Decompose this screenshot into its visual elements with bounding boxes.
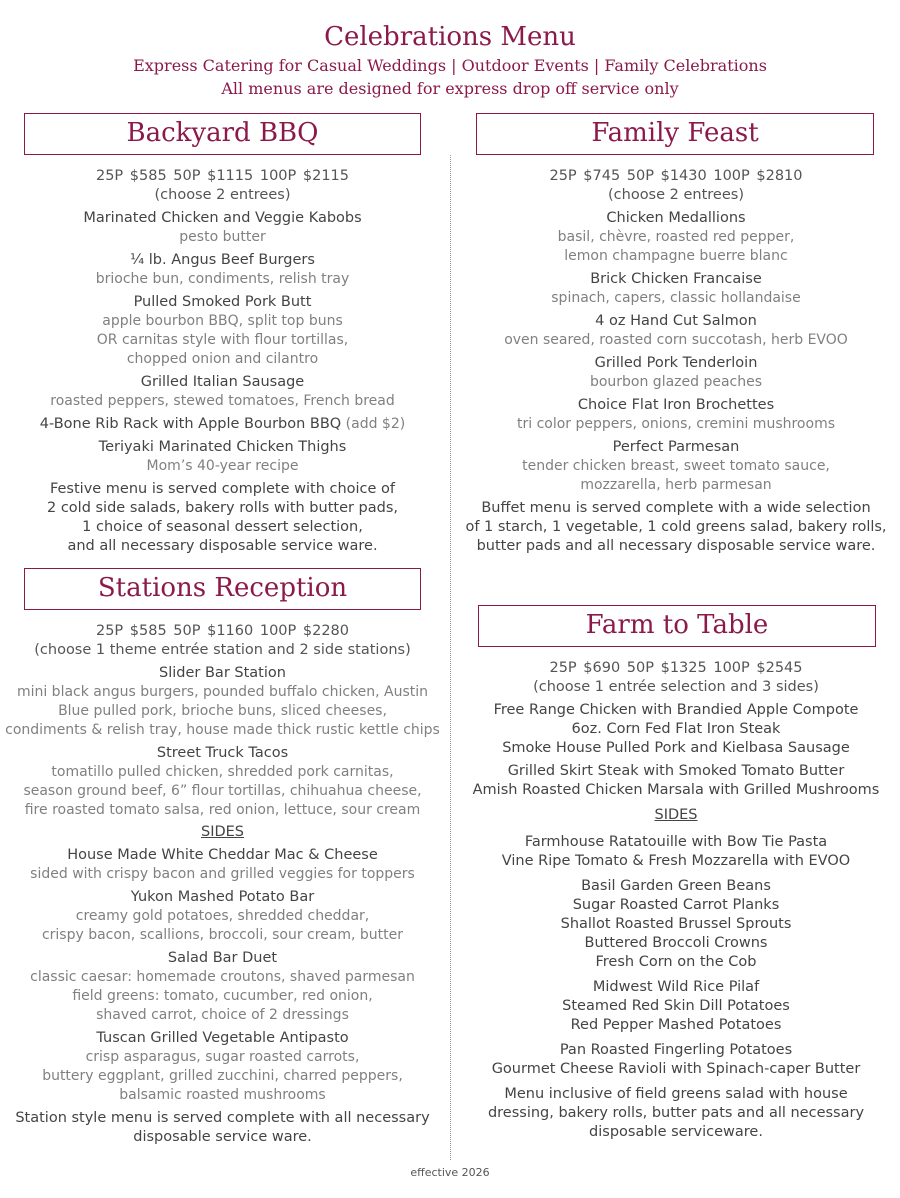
service-note: All menus are designed for express drop off service only (221, 79, 679, 98)
side-item: Fresh Corn on the Cob (595, 954, 757, 970)
item-description: tender chicken breast, sweet tomato sauce, (522, 458, 830, 474)
sides-heading: SIDES (654, 807, 698, 823)
entree-item: Smoke House Pulled Pork and Kielbasa Sausage (502, 740, 850, 756)
section-title-box (478, 605, 876, 647)
menu-item: Grilled Italian Sausage (140, 374, 305, 390)
upcharge-note: (add $2) (341, 416, 406, 432)
section-title-box (476, 113, 874, 155)
item-description: creamy gold potatoes, shredded cheddar, (75, 908, 370, 924)
sides-heading: SIDES (200, 824, 244, 840)
side-item: Salad Bar Duet (167, 950, 278, 966)
menu-item: Chicken Medallions (606, 210, 746, 226)
price-line: 25P $690 50P $1325 100P $2545 (549, 660, 803, 676)
side-item: Vine Ripe Tomato & Fresh Mozzarella with EVOO (501, 853, 851, 869)
side-item: Basil Garden Green Beans (581, 878, 771, 894)
item-description: chopped onion and cilantro (126, 351, 319, 367)
closing-line: 2 cold side salads, bakery rolls with butter pads, (46, 500, 399, 516)
choose-note: (choose 2 entrees) (608, 187, 744, 203)
item-description: OR carnitas style with flour tortillas, (96, 332, 349, 348)
menu-item: Perfect Parmesan (612, 439, 740, 455)
menu-item: Marinated Chicken and Veggie Kabobs (83, 210, 362, 226)
side-item: Sugar Roasted Carrot Planks (572, 897, 780, 913)
side-item: Farmhouse Ratatouille with Bow Tie Pasta (524, 834, 828, 850)
item-description: pesto butter (179, 229, 266, 245)
item-description: oven seared, roasted corn succotash, herb EVOO (504, 332, 848, 348)
side-item: Buttered Broccoli Crowns (584, 935, 768, 951)
closing-line: disposable serviceware. (589, 1124, 763, 1140)
side-item: Shallot Roasted Brussel Sprouts (560, 916, 792, 932)
section-title: Family Feast (591, 118, 759, 148)
entree-item: Grilled Skirt Steak with Smoked Tomato Butter (507, 763, 845, 779)
menu-item: Pulled Smoked Pork Butt (133, 294, 312, 310)
item-description: tomatillo pulled chicken, shredded pork carnitas, (51, 764, 394, 780)
item-description: season ground beef, 6” flour tortillas, chihuahua cheese, (23, 783, 422, 799)
item-description: condiments & relish tray, house made thick rustic kettle chips (5, 722, 440, 738)
price-line: 25P $585 50P $1160 100P $2280 (95, 623, 349, 639)
closing-line: Festive menu is served complete with choice of (49, 481, 396, 497)
section-title: Stations Reception (97, 573, 348, 603)
backyard-bbq-section (10, 113, 435, 556)
closing-line: Menu inclusive of field greens salad with house (504, 1086, 848, 1102)
choose-note: (choose 2 entrees) (154, 187, 291, 203)
item-description: mozzarella, herb parmesan (580, 477, 772, 493)
section-title: Backyard BBQ (126, 118, 319, 148)
item-description: brioche bun, condiments, relish tray (95, 271, 350, 287)
page-title: Celebrations Menu (324, 22, 576, 52)
item-description: classic caesar: homemade croutons, shaved parmesan (30, 969, 415, 985)
item-description: buttery eggplant, grilled zucchini, charred peppers, (42, 1068, 403, 1084)
entree-item: Amish Roasted Chicken Marsala with Grilled Mushrooms (472, 782, 880, 798)
item-description: field greens: tomato, cucumber, red onion, (72, 988, 373, 1004)
item-description: mini black angus burgers, pounded buffalo chicken, Austin (16, 684, 429, 700)
side-item: Red Pepper Mashed Potatoes (570, 1017, 782, 1033)
family-feast-section (460, 113, 892, 556)
item-description: crispy bacon, scallions, broccoli, sour cream, butter (41, 927, 404, 943)
item-description: lemon champagne buerre blanc (564, 248, 788, 264)
menu-item: ¼ lb. Angus Beef Burgers (130, 252, 315, 268)
menu-item: Slider Bar Station (159, 665, 286, 681)
entree-item: Free Range Chicken with Brandied Apple Compote (493, 702, 859, 718)
menu-item: Brick Chicken Francaise (590, 271, 762, 287)
side-item: Yukon Mashed Potato Bar (130, 889, 315, 905)
side-item: Steamed Red Skin Dill Potatoes (562, 998, 790, 1014)
closing-line: disposable service ware. (133, 1129, 312, 1145)
item-description: tri color peppers, onions, cremini mushrooms (517, 416, 835, 432)
item-description: Blue pulled pork, brioche buns, sliced cheeses, (58, 703, 387, 719)
closing-line: dressing, bakery rolls, butter pats and all necessary (487, 1105, 865, 1121)
menu-item: 4 oz Hand Cut Salmon (595, 313, 757, 329)
price-line: 25P $745 50P $1430 100P $2810 (549, 168, 803, 184)
menu-item-name: 4-Bone Rib Rack with Apple Bourbon BBQ (39, 416, 342, 432)
item-description: fire roasted tomato salsa, red onion, lettuce, sour cream (24, 802, 421, 818)
item-description: balsamic roasted mushrooms (119, 1087, 326, 1103)
menu-item: Teriyaki Marinated Chicken Thighs (98, 439, 347, 455)
section-title: Farm to Table (585, 610, 769, 640)
side-item: House Made White Cheddar Mac & Cheese (67, 847, 378, 863)
item-description: basil, chèvre, roasted red pepper, (557, 229, 795, 245)
menu-item: Choice Flat Iron Brochettes (577, 397, 775, 413)
side-item: Midwest Wild Rice Pilaf (592, 979, 760, 995)
stations-reception-section (0, 568, 445, 1147)
menu-item-rib-rack (10, 415, 435, 434)
closing-line: Buffet menu is served complete with a wide selection (481, 500, 871, 516)
item-description: sided with crispy bacon and grilled veggies for toppers (30, 866, 415, 882)
closing-line: butter pads and all necessary disposable service ware. (476, 538, 876, 554)
choose-note: (choose 1 entrée selection and 3 sides) (533, 679, 819, 695)
effective-date: effective 2026 (410, 1166, 490, 1179)
closing-line: 1 choice of seasonal dessert selection, (82, 519, 363, 535)
section-title-box (24, 113, 421, 155)
side-item: Tuscan Grilled Vegetable Antipasto (96, 1030, 349, 1046)
item-description: apple bourbon BBQ, split top buns (102, 313, 343, 329)
closing-line: Station style menu is served complete with all necessary (15, 1110, 430, 1126)
page-subtitle: Express Catering for Casual Weddings | Outdoor Events | Family Celebrations (133, 56, 767, 75)
side-item: Gourmet Cheese Ravioli with Spinach-caper Butter (491, 1061, 861, 1077)
choose-note: (choose 1 theme entrée station and 2 side stations) (34, 642, 411, 658)
item-description: crisp asparagus, sugar roasted carrots, (85, 1049, 360, 1065)
item-description: Mom’s 40-year recipe (146, 458, 299, 474)
item-description: shaved carrot, choice of 2 dressings (96, 1007, 349, 1023)
item-description: bourbon glazed peaches (589, 374, 763, 390)
closing-line: of 1 starch, 1 vegetable, 1 cold greens salad, bakery rolls, (465, 519, 887, 535)
section-title-box (24, 568, 421, 610)
farm-to-table-section (460, 605, 892, 1142)
item-description: spinach, capers, classic hollandaise (551, 290, 801, 306)
menu-item: Grilled Pork Tenderloin (594, 355, 758, 371)
price-line: 25P $585 50P $1115 100P $2115 (95, 168, 349, 184)
item-description: roasted peppers, stewed tomatoes, French bread (50, 393, 395, 409)
side-item: Pan Roasted Fingerling Potatoes (559, 1042, 793, 1058)
closing-line: and all necessary disposable service ware. (67, 538, 378, 554)
menu-item: Street Truck Tacos (156, 745, 289, 761)
column-divider (450, 155, 451, 1160)
entree-item: 6oz. Corn Fed Flat Iron Steak (571, 721, 781, 737)
